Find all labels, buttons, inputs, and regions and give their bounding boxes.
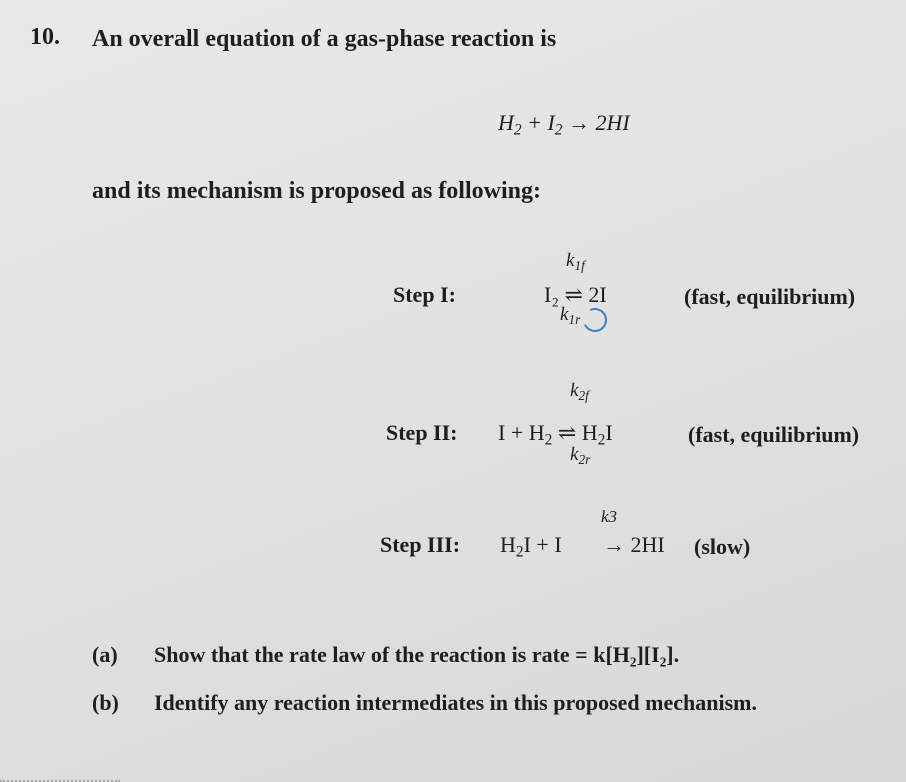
step-3-label: Step III:: [380, 532, 461, 557]
step-1-label: Step I:: [393, 282, 456, 307]
step-1-equation: I₂ ⇌ 2I: [544, 282, 607, 307]
overall-equation: $H_2 + I_2 \to 2HI$: [498, 110, 630, 139]
step-3-product: → 2HI: [603, 532, 665, 557]
step-3-note: (slow): [694, 534, 751, 559]
step-3-equation: $H_2I + I$: [500, 532, 562, 561]
part-b-text: Identify any reaction intermediates in this proposed mechanism.: [154, 690, 757, 715]
step-1-k-forward: $k_{1f}$: [566, 250, 585, 273]
question-number: 10.: [30, 24, 60, 50]
handwritten-circle: [580, 305, 611, 336]
page-edge-mark: [0, 774, 120, 782]
part-a-label: (a): [92, 642, 118, 667]
step-2-note: (fast, equilibrium): [688, 422, 860, 447]
step-2-k-forward: $k_{2f}$: [570, 380, 589, 403]
part-b-label: (b): [92, 690, 119, 715]
step-1-note: (fast, equilibrium): [684, 284, 856, 309]
mechanism-intro: and its mechanism is proposed as following:: [92, 178, 541, 204]
part-a-text: Show that the rate law of the reaction is rate = k[H₂][I₂].: [154, 642, 680, 667]
step-2-k-reverse: $k_{2r}$: [570, 444, 591, 467]
step-3-k: k3: [601, 507, 618, 526]
step-2-label: Step II:: [386, 420, 458, 445]
step-1-k-reverse: $k_{1r}$: [560, 304, 581, 327]
question-prompt: An overall equation of a gas-phase reaction is: [92, 26, 557, 52]
step-2-equation: $I + H_2$ ⇌ $H_2I$: [498, 420, 613, 449]
